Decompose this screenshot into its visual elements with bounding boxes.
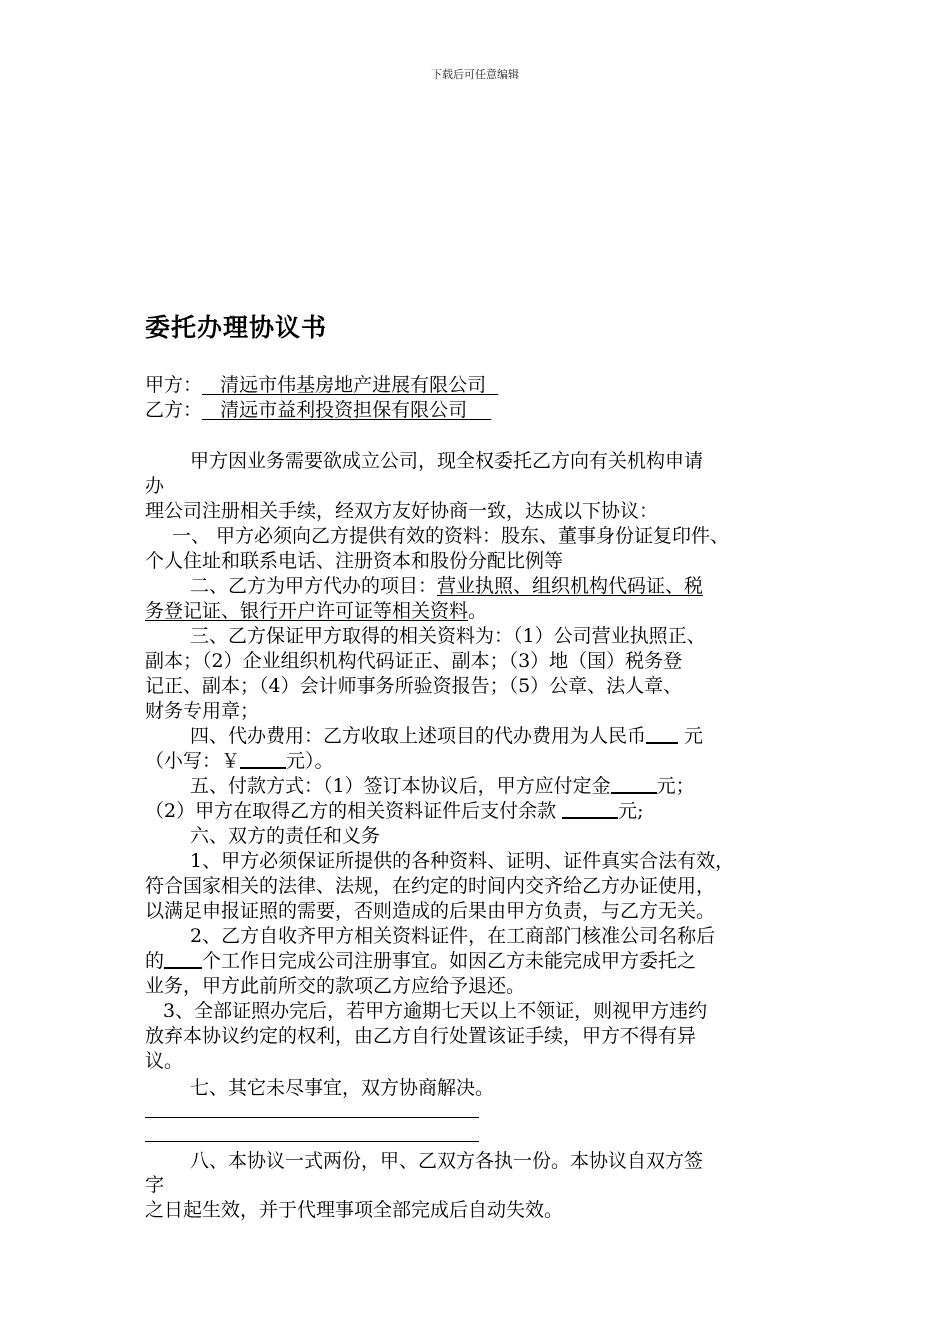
intro-line-2: 办	[145, 475, 165, 497]
clause-4-line-1: 四、代办费用：乙方收取上述项目的代办费用为人民币 元	[190, 725, 704, 747]
clause-6-3-line-1: 3、全部证照办完后，若甲方逾期七天以上不领证，则视甲方违约	[163, 1000, 708, 1022]
clause-8-line-3: 之日起生效，并于代理事项全部完成后自动失效。	[145, 1199, 564, 1221]
clause-5-line-1: 五、付款方式：（1）签订本协议后，甲方应付定金 元；	[190, 775, 695, 797]
clause-6-2-line-3: 业务，甲方此前所交的款项乙方应给予退还。	[145, 975, 526, 997]
clause-8-line-1: 八、本协议一式两份，甲、乙双方各执一份。本协议自双方签	[190, 1150, 704, 1172]
clause-5-line-2: （2）甲方在取得乙方的相关资料证件后支付余款 元;	[145, 800, 644, 822]
clause-4-line-2: （小写：￥ 元）。	[145, 750, 334, 772]
clause-2-line-2: 务登记证、银行开户许可证等相关资料。	[145, 600, 488, 622]
clause-6-1-line-2: 符合国家相关的法律、法规，在约定的时间内交齐给乙方办证使用，	[145, 875, 716, 897]
balance-blank	[562, 799, 618, 819]
party-b-line	[145, 398, 491, 423]
deposit-blank	[611, 774, 657, 794]
fee-blank	[646, 724, 678, 744]
party-a-name: 清远市伟基房地产进展有限公司	[220, 374, 487, 396]
clause-3-line-4: 财务专用章；	[145, 700, 260, 722]
document-title: 委托办理协议书	[145, 313, 328, 342]
clause-1-line-1: 一、 甲方必须向乙方提供有效的资料：股东、董事身份证复印件、	[172, 525, 730, 547]
clause-6-3-line-2: 放弃本协议约定的权利，由乙方自行处置该证手续，甲方不得有异	[145, 1025, 697, 1047]
intro-line-3: 理公司注册相关手续，经双方友好协商一致，达成以下协议：	[145, 500, 659, 522]
clause-6-title: 六、双方的责任和义务	[190, 825, 381, 847]
intro-line-1: 甲方因业务需要欲成立公司，现全权委托乙方向有关机构申请	[190, 450, 704, 472]
clause-6-1-line-3: 以满足申报证照的需要，否则造成的后果由甲方负责，与乙方无关。	[145, 900, 716, 922]
horizontal-rule-2	[145, 1141, 479, 1142]
party-b-label: 乙方：	[145, 399, 203, 421]
fee-numeric-blank	[240, 749, 286, 769]
clause-6-1-line-1: 1、甲方必须保证所提供的各种资料、证明、证件真实合法有效，	[190, 850, 735, 872]
clause-6-2-line-1: 2、乙方自收齐甲方相关资料证件，在工商部门核准公司名称后	[190, 925, 716, 947]
clause-8-line-2: 字	[145, 1174, 165, 1196]
party-a-label: 甲方：	[145, 374, 203, 396]
party-b-name: 清远市益利投资担保有限公司	[220, 399, 468, 421]
clause-1-line-2: 个人住址和联系电话、注册资本和股份分配比例等	[145, 550, 564, 572]
clause-3-line-3: 记正、副本；（4）会计师事务所验资报告；（5）公章、法人章、	[145, 675, 683, 697]
clause-3-line-1: 三、乙方保证甲方取得的相关资料为：（1）公司营业执照正、	[190, 625, 706, 647]
clause-2-items: 营业执照、组织机构代码证、税	[437, 575, 704, 597]
clause-6-2-line-2: 的 个工作日完成公司注册事宜。如因乙方未能完成甲方委托之	[145, 950, 697, 972]
horizontal-rule-1	[145, 1117, 479, 1118]
clause-2-items-cont: 务登记证、银行开户许可证等相关资料	[145, 600, 469, 622]
page-header: 下载后可任意编辑	[431, 68, 519, 81]
clause-7: 七、其它未尽事宜，双方协商解决。	[190, 1077, 495, 1099]
clause-2-line-1: 二、乙方为甲方代办的项目：营业执照、组织机构代码证、税	[190, 575, 704, 597]
clause-6-3-line-3: 议。	[145, 1050, 184, 1072]
workdays-blank	[164, 949, 202, 969]
party-a-line	[145, 373, 498, 398]
clause-3-line-2: 副本；（2）企业组织机构代码证正、副本；（3）地（国）税务登	[145, 650, 683, 672]
